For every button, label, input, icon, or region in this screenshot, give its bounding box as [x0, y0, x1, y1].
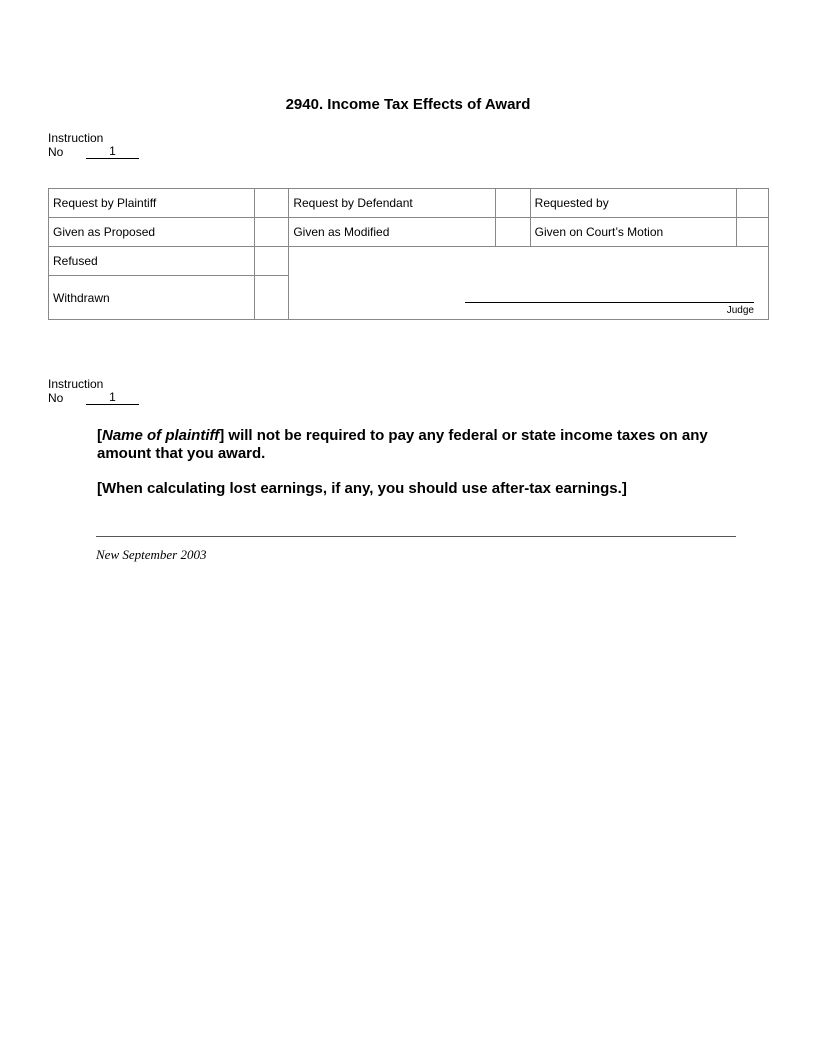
request-by-plaintiff-box[interactable] — [255, 189, 289, 218]
given-on-courts-motion-box[interactable] — [736, 218, 768, 247]
page-title: 2940. Income Tax Effects of Award — [285, 96, 531, 113]
request-by-defendant-label: Request by Defendant — [289, 189, 495, 218]
instruction-label: Instruction — [48, 377, 104, 391]
requested-by-label: Requested by — [530, 189, 736, 218]
instruction-no-label: No — [48, 145, 64, 159]
judge-signature-area — [289, 247, 769, 320]
refused-box[interactable] — [255, 247, 289, 276]
plaintiff-name-placeholder: Name of plaintiff — [102, 427, 220, 444]
given-as-modified-label: Given as Modified — [289, 218, 495, 247]
instruction-label: Instruction — [48, 131, 104, 145]
given-as-proposed-label: Given as Proposed — [49, 218, 255, 247]
given-as-proposed-box[interactable] — [255, 218, 289, 247]
instruction-paragraph-2: [When calculating lost earnings, if any, you should use after-tax earnings.] — [97, 480, 627, 497]
instruction-number-top — [48, 131, 116, 159]
withdrawn-box[interactable] — [255, 276, 289, 320]
request-table — [48, 188, 769, 320]
bracket-open: [ — [97, 427, 102, 444]
instruction-no-value: 1 — [86, 145, 139, 159]
given-as-modified-box[interactable] — [495, 218, 530, 247]
judge-signature-line[interactable] — [465, 302, 754, 303]
given-on-courts-motion-label: Given on Court’s Motion — [530, 218, 736, 247]
instruction-no-value: 1 — [86, 391, 139, 405]
request-by-defendant-box[interactable] — [495, 189, 530, 218]
refused-label: Refused — [49, 247, 255, 276]
requested-by-box[interactable] — [736, 189, 768, 218]
instruction-paragraph-1 — [97, 427, 757, 463]
instruction-number-bottom — [48, 377, 116, 405]
instruction-no-label: No — [48, 391, 64, 405]
request-by-plaintiff-label: Request by Plaintiff — [49, 189, 255, 218]
withdrawn-label: Withdrawn — [49, 276, 255, 320]
divider — [96, 536, 736, 537]
paragraph-1-text: ] will not be required to pay any federal or state income taxes on any amount that you award. — [97, 427, 708, 462]
revision-note: New September 2003 — [96, 547, 207, 562]
judge-label: Judge — [726, 305, 754, 316]
